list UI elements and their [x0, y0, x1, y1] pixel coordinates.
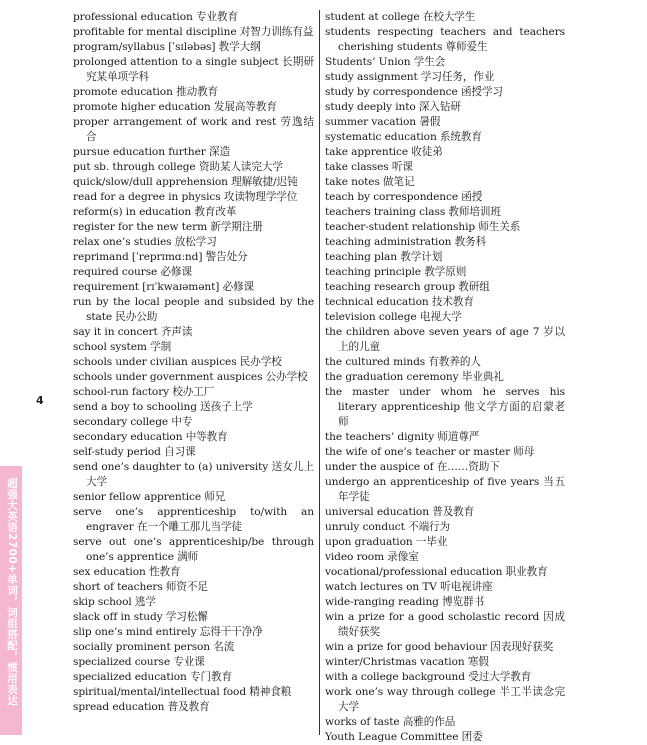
entry: pursue education further 深造	[73, 146, 230, 158]
entry: secondary education 中等教育	[73, 431, 228, 443]
entry: prolonged attention to a single subject 长期研究某单项学科	[73, 56, 314, 83]
entry: the teachers’ dignity 师道尊严	[325, 431, 480, 443]
entry: study deeply into 深入钻研	[325, 101, 461, 113]
entry: serve out one’s apprenticeship/be through one’s apprentice 满师	[73, 536, 314, 563]
entry: relax one’s studies 放松学习	[73, 236, 217, 248]
entry: sex education 性教育	[73, 566, 181, 578]
entry: with a college background 受过大学教育	[325, 671, 532, 683]
entry: schools under civilian auspices 民办学校	[73, 356, 282, 368]
entry: undergo an apprenticeship of five years 当五年学徒	[325, 476, 565, 503]
entry: spiritual/mental/intellectual food 精神食粮	[73, 686, 292, 698]
entry: schools under government auspices 公办学校	[73, 371, 308, 383]
entry: the children above seven years of age 7 岁以上的儿童	[325, 326, 565, 353]
entry: study assignment 学习任务，作业	[325, 71, 495, 83]
entry: specialized course 专业课	[73, 656, 205, 668]
column-divider	[319, 10, 320, 735]
entry: specialized education 专门教育	[73, 671, 233, 683]
entry: upon graduation 一毕业	[325, 536, 448, 548]
entry: say it in concert 齐声读	[73, 326, 193, 338]
entry: teacher-student relationship 师生关系	[325, 221, 521, 233]
right-column	[325, 10, 565, 743]
page-number: 4	[36, 394, 44, 407]
entry: universal education 普及教育	[325, 506, 475, 518]
entry: teaching research group 教研组	[325, 281, 490, 293]
entry: the cultured minds 有教养的人	[325, 356, 481, 368]
entry: systematic education 系统教育	[325, 131, 482, 143]
entry: work one’s way through college 半工半读念完大学	[325, 686, 565, 713]
entry: vocational/professional education 职业教育	[325, 566, 548, 578]
entry: take notes 做笔记	[325, 176, 415, 188]
entry: students respecting teachers and teachers cherishing students 尊师爱生	[325, 26, 565, 53]
entry: works of taste 高雅的作品	[325, 716, 456, 728]
entry: teaching principle 教学原则	[325, 266, 467, 278]
entry: school system 学制	[73, 341, 172, 353]
entry: short of teachers 师资不足	[73, 581, 208, 593]
left-column	[73, 10, 314, 735]
entry: put sb. through college 资助某人读完大学	[73, 161, 283, 173]
entry: Students’ Union 学生会	[325, 56, 446, 68]
entry: reprimand [ˈreprɪmɑːnd] 警告处分	[73, 251, 248, 263]
entry: socially prominent person 名流	[73, 641, 235, 653]
entry: wide-ranging reading 博览群书	[325, 596, 485, 608]
entry: Youth League Committee 团委	[325, 731, 483, 743]
entry: required course 必修课	[73, 266, 192, 278]
entry: skip school 逃学	[73, 596, 156, 608]
side-tab-text: 超强大英语2700+单词，词组搭配，惯用表达	[6, 478, 18, 706]
entry: under the auspice of 在……资助下	[325, 461, 500, 473]
entry: quick/slow/dull apprehension 理解敏捷/迟钝	[73, 176, 298, 188]
entry: the wife of one’s teacher or master 师母	[325, 446, 535, 458]
entry: teaching administration 教务科	[325, 236, 487, 248]
entry: study by correspondence 函授学习	[325, 86, 503, 98]
entry: requirement [rɪˈkwaɪəmənt] 必修课	[73, 281, 255, 293]
entry: send one’s daughter to (a) university 送女儿上大学	[73, 461, 314, 488]
entry: student at college 在校大学生	[325, 11, 476, 23]
entry: serve one’s apprenticeship to/with an engraver 在一个雕工那儿当学徒	[73, 506, 314, 533]
entry: promote higher education 发展高等教育	[73, 101, 277, 113]
entry: video room 录像室	[325, 551, 419, 563]
entry: send a boy to schooling 送孩子上学	[73, 401, 253, 413]
entry: school-run factory 校办工厂	[73, 386, 215, 398]
entry: the master under whom he serves his literary apprenticeship 他文学方面的启蒙老师	[325, 386, 565, 428]
entry: professional education 专业教育	[73, 11, 238, 23]
entry: register for the new term 新学期注册	[73, 221, 263, 233]
entry: the graduation ceremony 毕业典礼	[325, 371, 504, 383]
entry: profitable for mental discipline 对智力训练有益	[73, 26, 314, 38]
entry: secondary college 中专	[73, 416, 193, 428]
entry: teaching plan 教学计划	[325, 251, 443, 263]
entry: teachers training class 教师培训班	[325, 206, 501, 218]
entry: unruly conduct 不端行为	[325, 521, 451, 533]
entry: spread education 普及教育	[73, 701, 210, 713]
entry: technical education 技术教育	[325, 296, 474, 308]
entry: television college 电视大学	[325, 311, 462, 323]
entry: win a prize for good behaviour 因表现好获奖	[325, 641, 554, 653]
entry: proper arrangement of work and rest 劳逸结合	[73, 116, 314, 143]
entry: senior fellow apprentice 师兄	[73, 491, 226, 503]
entry: program/syllabus [ˈsɪləbəs] 教学大纲	[73, 41, 261, 53]
entry: watch lectures on TV 听电视讲座	[325, 581, 493, 593]
entry: self-study period 自习课	[73, 446, 196, 458]
entry: run by the local people and subsided by the state 民办公助	[73, 296, 314, 323]
entry: slack off in study 学习松懈	[73, 611, 208, 623]
entry: read for a degree in physics 攻读物理学学位	[73, 191, 298, 203]
entry: winter/Christmas vacation 寒假	[325, 656, 489, 668]
entry: promote education 推动教育	[73, 86, 219, 98]
entry: teach by correspondence 函授	[325, 191, 483, 203]
entry: win a prize for a good scholastic record 因成绩好获奖	[325, 611, 565, 638]
entry: reform(s) in education 教育改革	[73, 206, 237, 218]
entry: summer vacation 暑假	[325, 116, 441, 128]
entry: take apprentice 收徒弟	[325, 146, 443, 158]
entry: take classes 听课	[325, 161, 413, 173]
entry: slip one’s mind entirely 忘得干干净净	[73, 626, 263, 638]
